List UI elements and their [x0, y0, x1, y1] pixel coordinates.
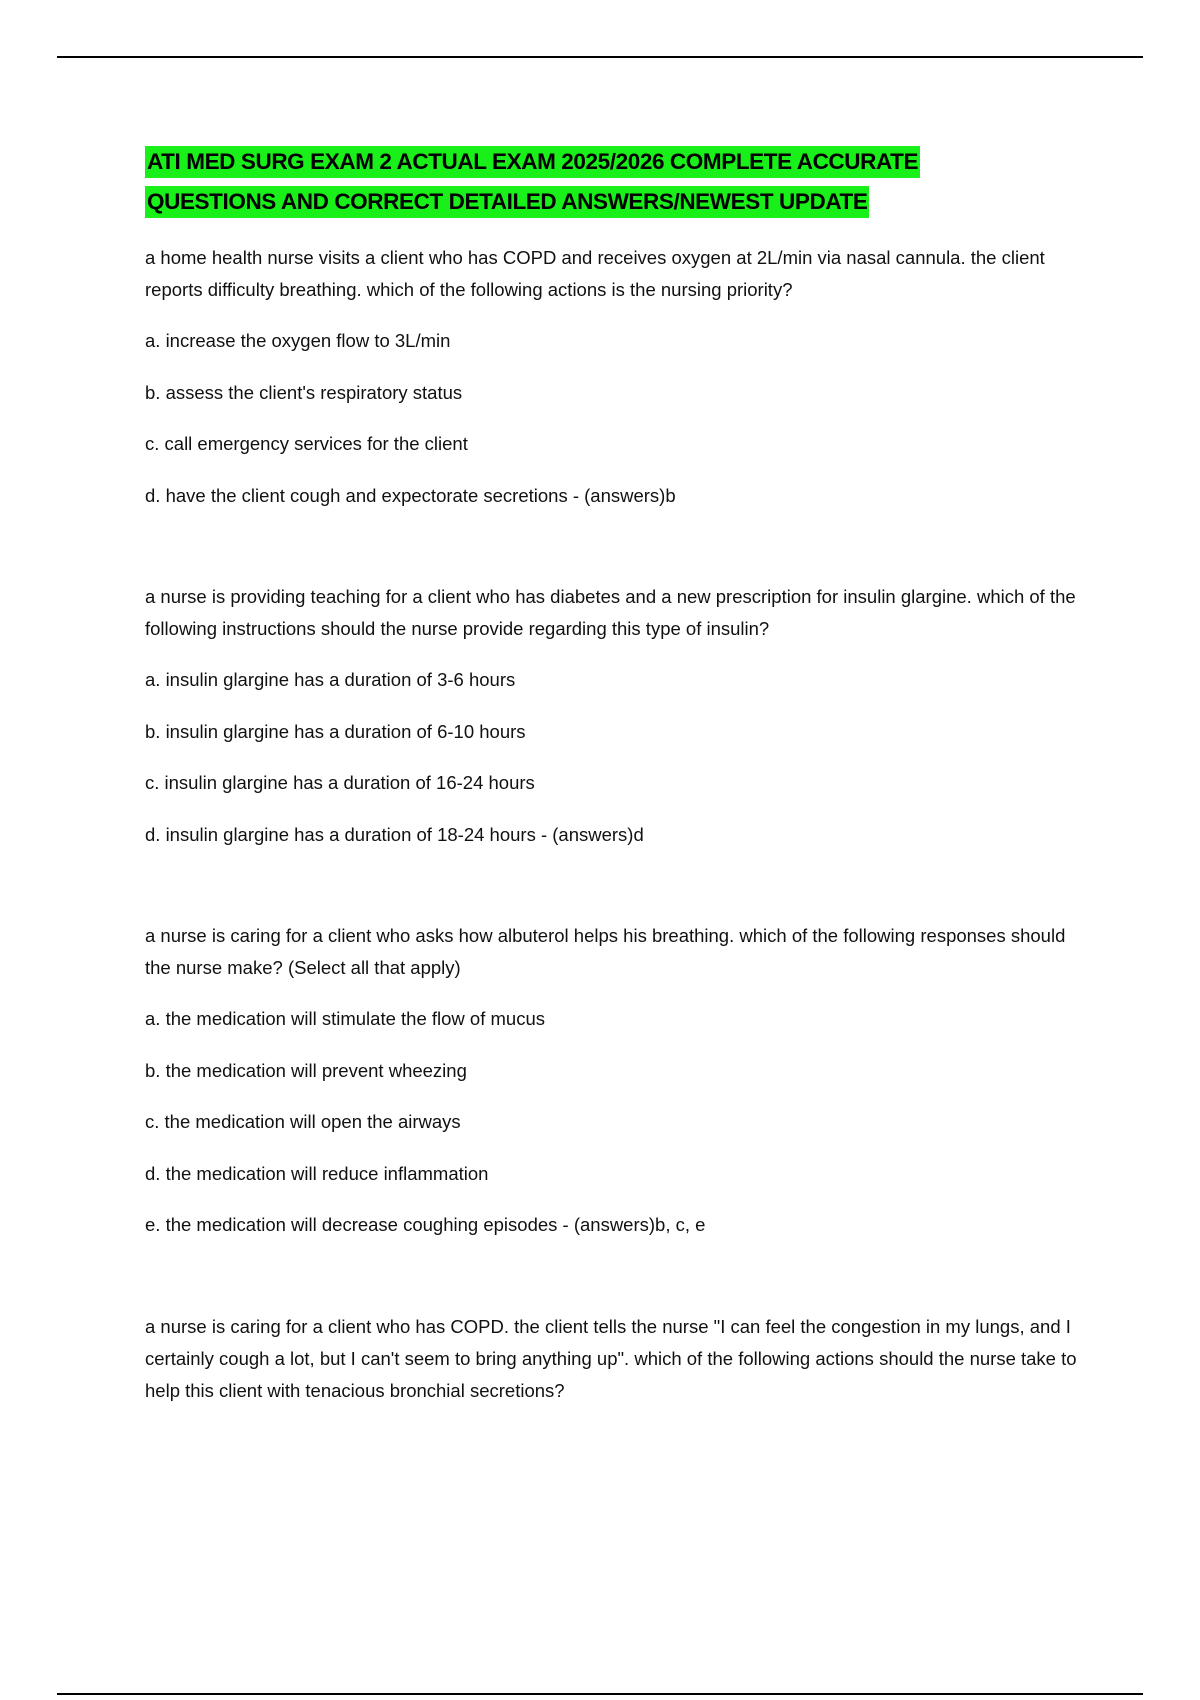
question-2-option-a: a. insulin glargine has a duration of 3-6 hours	[145, 669, 516, 690]
question-1-option-c: c. call emergency services for the client	[145, 433, 468, 454]
question-1-option-b: b. assess the client's respiratory status	[145, 382, 463, 403]
question-1-option-d: d. have the client cough and expectorate secretions - (answers)b	[145, 485, 676, 506]
bottom-divider	[57, 1693, 1143, 1695]
question-3-stem: a nurse is caring for a client who asks how albuterol helps his breathing. which of the following responses should the nurse make? (Select all that apply)	[145, 925, 1066, 978]
document-title	[145, 146, 1105, 218]
title-line-1: ATI MED SURG EXAM 2 ACTUAL EXAM 2025/2026 COMPLETE ACCURATE	[145, 146, 920, 178]
question-4-stem: a nurse is caring for a client who has COPD. the client tells the nurse "I can feel the congestion in my lungs, and I certainly cough a lot, but I can't seem to bring anything up". which of the following actions should the nurse take to help this client with tenacious bronchial secretions?	[145, 1316, 1077, 1401]
question-2-option-d: d. insulin glargine has a duration of 18-24 hours - (answers)d	[145, 824, 644, 845]
question-3-option-d: d. the medication will reduce inflammation	[145, 1163, 489, 1184]
question-3-option-a: a. the medication will stimulate the flow of mucus	[145, 1008, 545, 1029]
question-3-option-e: e. the medication will decrease coughing episodes - (answers)b, c, e	[145, 1214, 706, 1235]
question-1-option-a: a. increase the oxygen flow to 3L/min	[145, 330, 451, 351]
title-line-2: QUESTIONS AND CORRECT DETAILED ANSWERS/NEWEST UPDATE	[145, 186, 869, 218]
question-2-stem: a nurse is providing teaching for a client who has diabetes and a new prescription for insulin glargine. which of the following instructions should the nurse provide regarding this type of insulin?	[145, 586, 1076, 639]
question-2-option-c: c. insulin glargine has a duration of 16-24 hours	[145, 772, 535, 793]
question-3-option-c: c. the medication will open the airways	[145, 1111, 461, 1132]
question-3-option-b: b. the medication will prevent wheezing	[145, 1060, 467, 1081]
top-divider	[57, 56, 1143, 58]
question-2-option-b: b. insulin glargine has a duration of 6-10 hours	[145, 721, 526, 742]
question-1-stem: a home health nurse visits a client who has COPD and receives oxygen at 2L/min via nasal cannula. the client reports difficulty breathing. which of the following actions is the nursing priority?	[145, 247, 1045, 300]
